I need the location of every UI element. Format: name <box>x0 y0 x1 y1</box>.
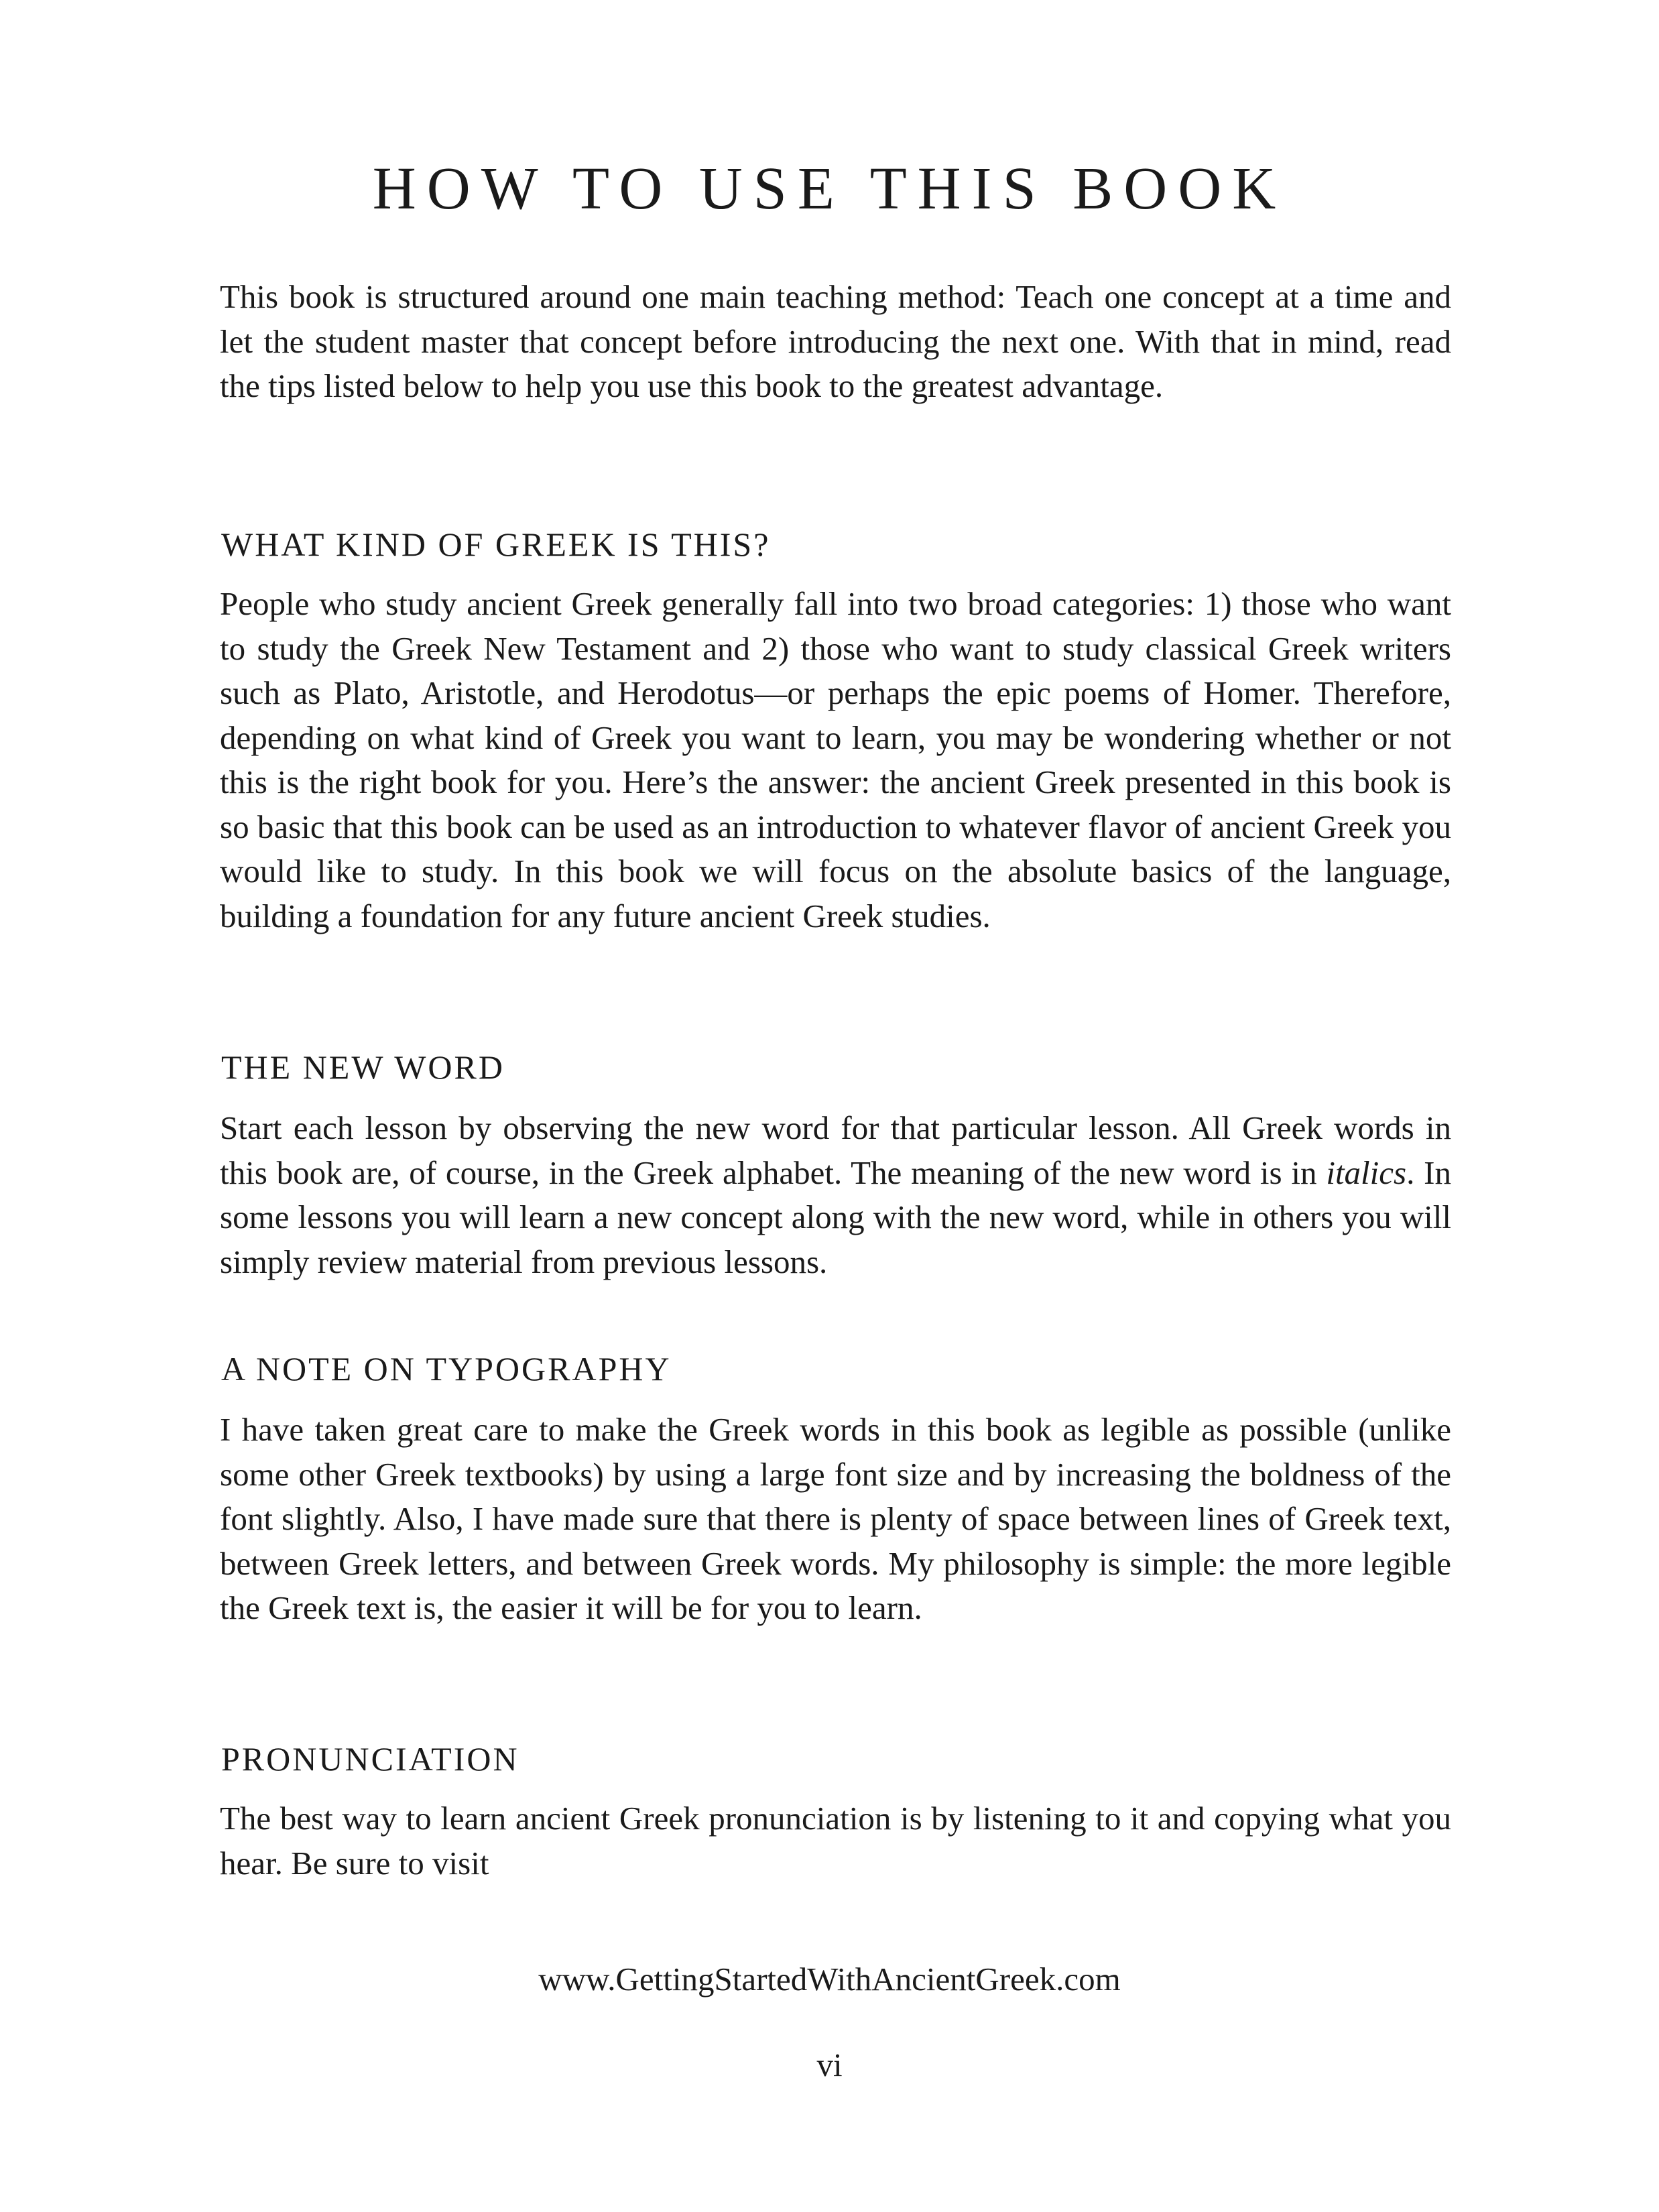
section-text-new-word <box>220 1106 1451 1284</box>
section-heading-greek-kind: WHAT KIND OF GREEK IS THIS? <box>221 526 771 563</box>
section-text-greek-kind: People who study ancient Greek generally fall into two broad categories: 1) those who want to study the Greek New Testament and 2) those who want to study classical Greek writers such as Plato, Aristotle, and Herodotus—or perhaps the epic poems of Homer. Therefore, depending on what kind of Greek you want to learn, you may be wondering whether or not this is the right book for you. Here’s the answer: the ancient Greek presented in this book is so basic that this book can be used as an introduction to whatever flavor of ancient Greek you would like to study. In this book we will focus on the absolute basics of the language, building a foundation for any future ancient Greek studies. <box>220 585 1451 934</box>
italics-word: italics <box>1326 1154 1407 1191</box>
section-text-pronunciation: The best way to learn ancient Greek pronunciation is by listening to it and copying what you hear. Be sure to visit <box>220 1800 1451 1882</box>
page-title: HOW TO USE THIS BOOK <box>372 156 1287 222</box>
section-text-typography: I have taken great care to make the Greek words in this book as legible as possible (unlike some other Greek textbooks) by using a large font size and by increasing the boldness of the font slightly. Also, I have made sure that there is plenty of space between lines of Greek text, between Greek letters, and between Greek words. My philosophy is simple: the more legible the Greek text is, the easier it will be for you to learn. <box>220 1411 1451 1626</box>
section-heading-new-word: THE NEW WORD <box>221 1048 505 1086</box>
intro-paragraph: This book is structured around one main teaching method: Teach one concept at a time and let the student master that concept before introducing the next one. With that in mind, read the tips listed below to help you use this book to the greatest advantage. <box>220 278 1451 404</box>
section-heading-pronunciation: PRONUNCIATION <box>221 1740 519 1778</box>
new-word-text-start: Start each lesson by observing the new word for that particular lesson. All Greek words in this book are, of course, in the Greek alphabet. The meaning of the new word is in <box>220 1109 1451 1191</box>
page-number: vi <box>816 2046 843 2083</box>
website-url: www.GettingStartedWithAncientGreek.com <box>538 1961 1121 1998</box>
section-heading-typography: A NOTE ON TYPOGRAPHY <box>221 1350 672 1388</box>
new-word-text-end: . In some lessons you will learn a new concept along with the new word, while in others you will simply review material from previous lessons. <box>220 1154 1451 1280</box>
